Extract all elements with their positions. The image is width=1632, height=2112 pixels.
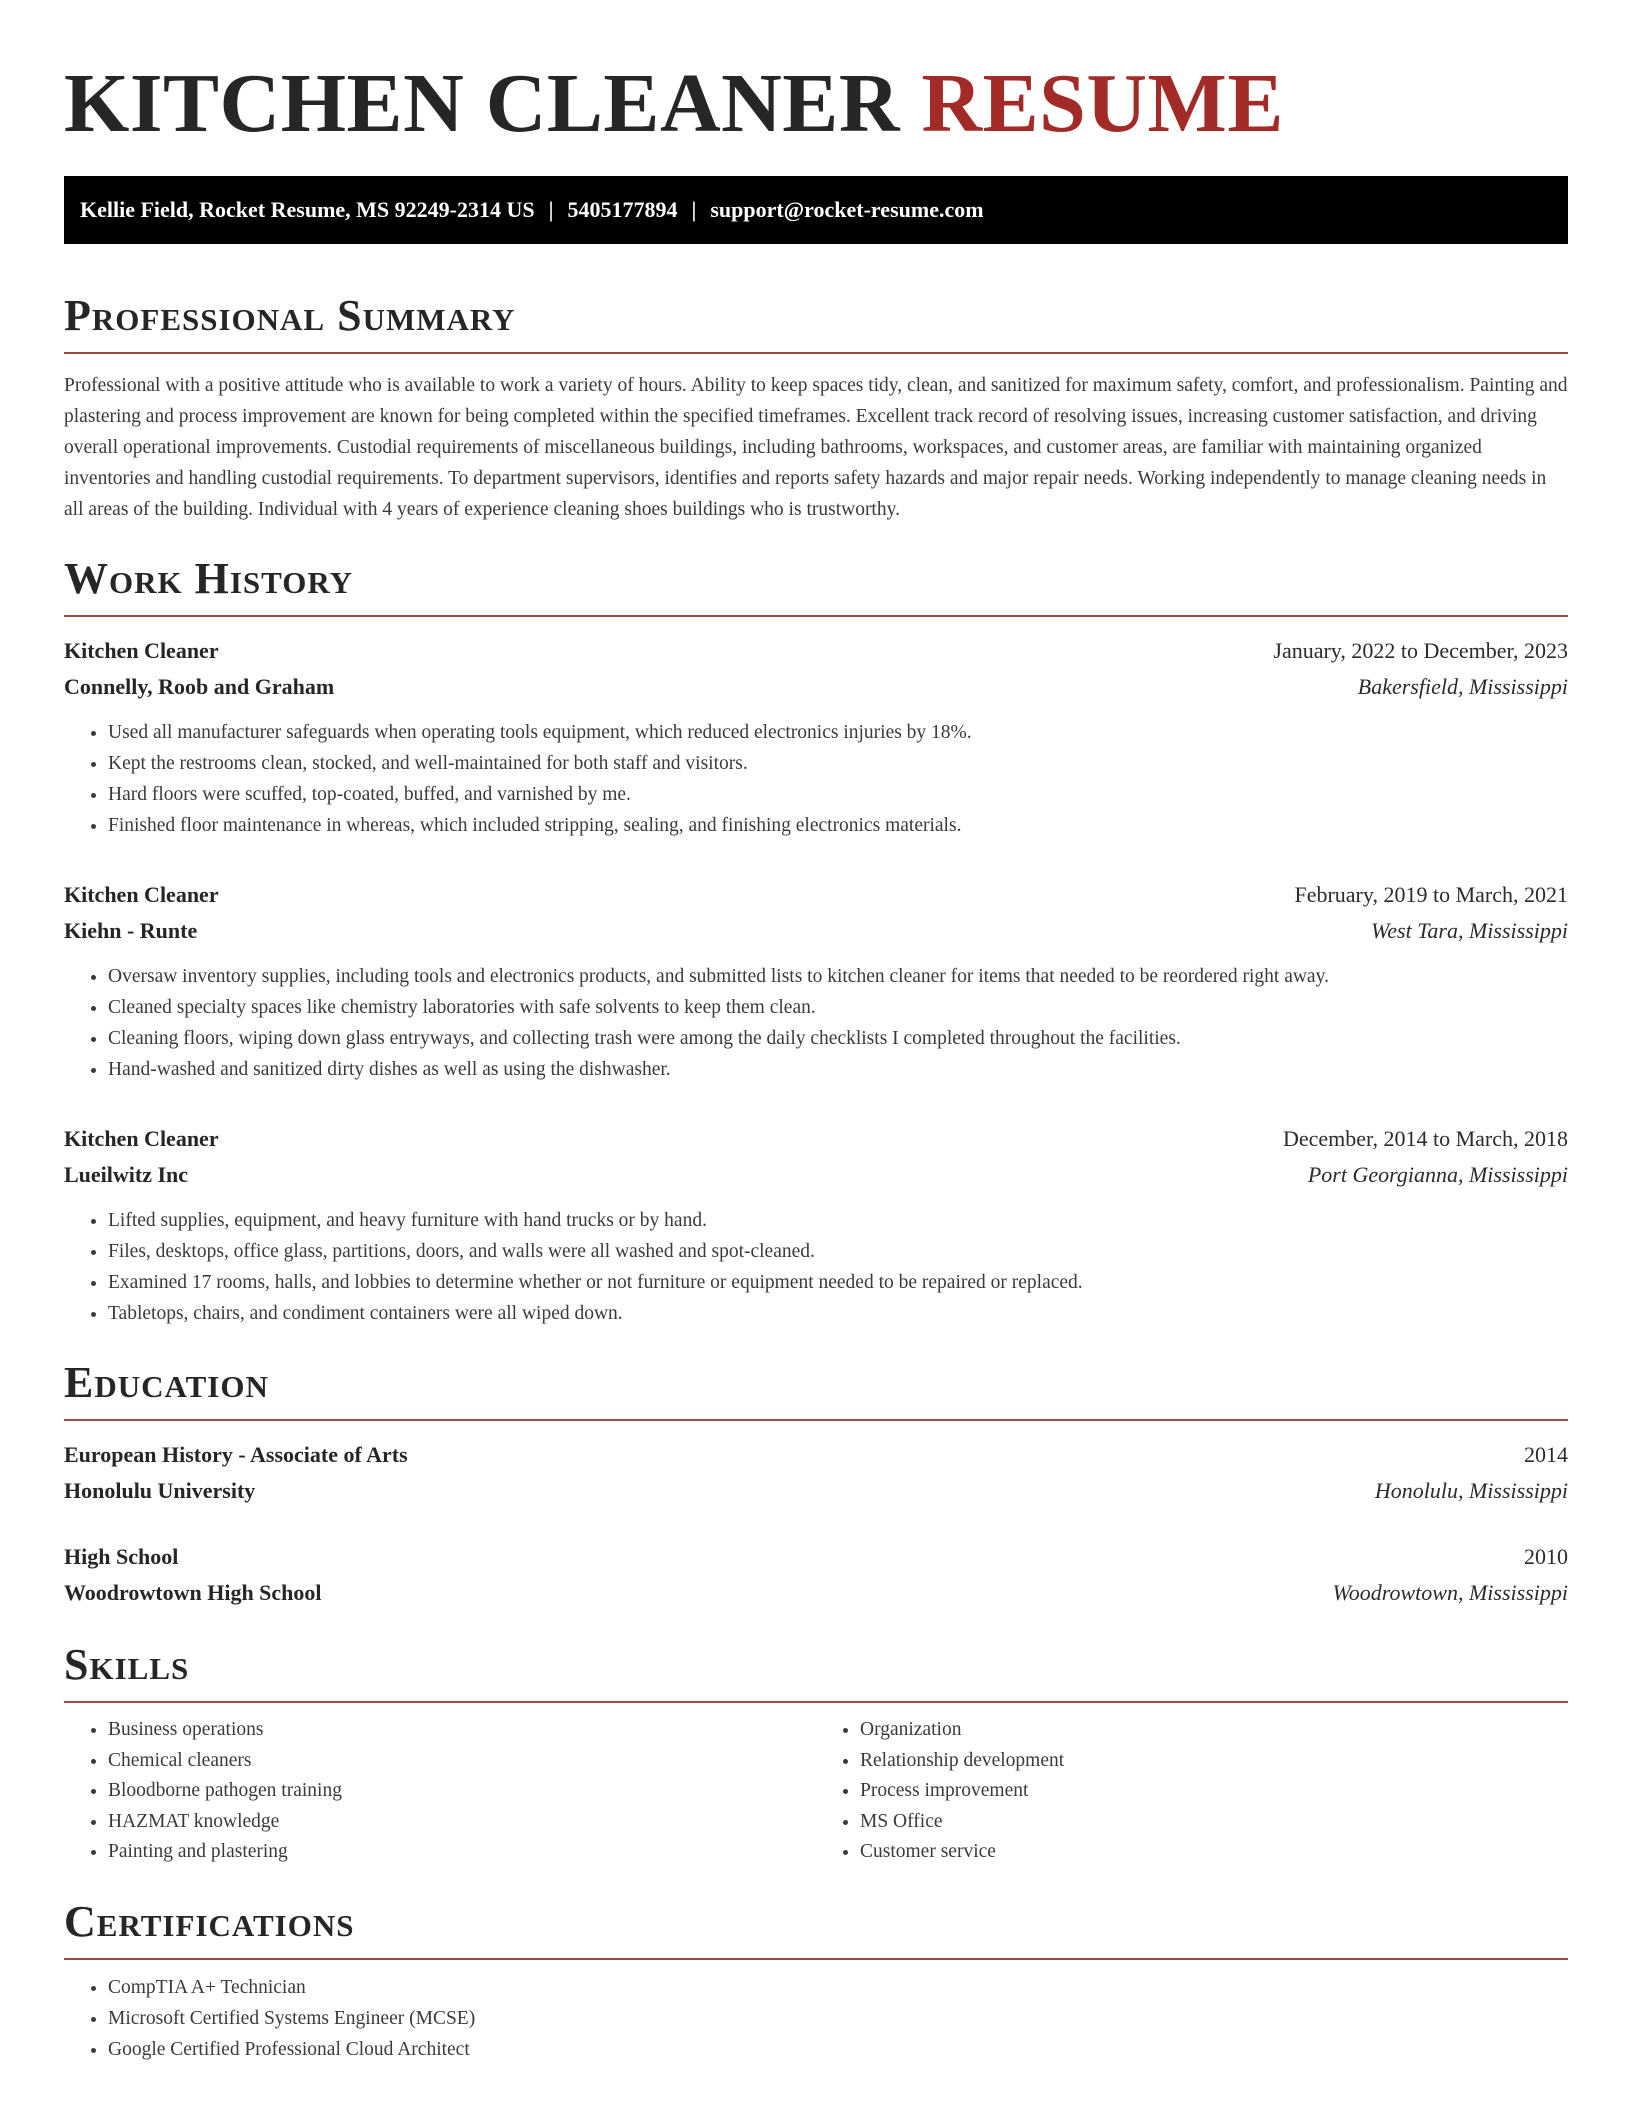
education-school: Woodrowtown High School xyxy=(64,1580,322,1605)
skills-section xyxy=(64,1637,1568,1868)
section-heading: Education xyxy=(64,1358,269,1407)
skills-grid xyxy=(64,1715,1568,1868)
contact-separator: | xyxy=(691,197,697,222)
job-entry xyxy=(64,633,1568,841)
education-year: 2014 xyxy=(1524,1442,1568,1467)
certifications-list xyxy=(64,1972,1568,2065)
section-heading: Skills xyxy=(64,1640,190,1689)
section-divider xyxy=(64,615,1568,617)
list-item: • Bloodborne pathogen training xyxy=(108,1776,816,1807)
list-item: • Files, desktops, office glass, partitions, doors, and walls were all washed and spot-cleaned. xyxy=(108,1236,1568,1267)
list-item: • Lifted supplies, equipment, and heavy furniture with hand trucks or by hand. xyxy=(108,1205,1568,1236)
list-item: • Hard floors were scuffed, top-coated, buffed, and varnished by me. xyxy=(108,779,1568,810)
education-degree: High School xyxy=(64,1544,179,1569)
list-item: • CompTIA A+ Technician xyxy=(108,1972,1568,2003)
work-history-section xyxy=(64,551,1568,1329)
summary-section xyxy=(64,288,1568,525)
section-divider xyxy=(64,1958,1568,1960)
job-dates: January, 2022 to December, 2023 xyxy=(1273,638,1568,663)
education-year: 2010 xyxy=(1524,1544,1568,1569)
section-heading: Certifications xyxy=(64,1896,355,1946)
list-item: • Examined 17 rooms, halls, and lobbies to determine whether or not furniture or equipment needed to be repaired or replaced. xyxy=(108,1267,1568,1298)
job-entry xyxy=(64,877,1568,1085)
skills-column-left xyxy=(64,1715,816,1868)
job-header-row xyxy=(64,1121,1568,1157)
education-school-row xyxy=(64,1473,1568,1509)
contact-bar xyxy=(64,176,1568,244)
resume-title xyxy=(64,0,1568,154)
title-accent: RESUME xyxy=(921,57,1284,150)
contact-email: support@rocket-resume.com xyxy=(710,197,984,222)
list-item: • Used all manufacturer safeguards when operating tools equipment, which reduced electronics injuries by 18%. xyxy=(108,717,1568,748)
contact-separator: | xyxy=(548,197,554,222)
skills-column-right xyxy=(816,1715,1568,1868)
education-header-row xyxy=(64,1539,1568,1575)
job-title: Kitchen Cleaner xyxy=(64,1126,219,1151)
job-bullets xyxy=(64,717,1568,841)
job-location: West Tara, Mississippi xyxy=(1370,918,1568,943)
job-company-row xyxy=(64,669,1568,705)
list-item: • Oversaw inventory supplies, including tools and electronics products, and submitted lists to kitchen cleaner for items that needed to be reordered right away. xyxy=(108,961,1568,992)
job-title: Kitchen Cleaner xyxy=(64,638,219,663)
summary-text: Professional with a positive attitude who is available to work a variety of hours. Ability to keep spaces tidy, clean, and sanitized for maximum safety, comfort, and professionalism. Painting and plastering and process improvement are known for being completed within the specified timeframes. Excellent track record of resolving issues, increasing customer satisfaction, and driving overall operational improvements. Custodial requirements of miscellaneous buildings, including bathrooms, workspaces, and customer areas, are familiar with maintaining organized inventories and handling custodial requirements. To department supervisors, identifies and reports safety hazards and major repair needs. Working independently to manage cleaning needs in all areas of the building. Individual with 4 years of experience cleaning shoes buildings who is trustworthy. xyxy=(64,375,1568,520)
list-item: • Hand-washed and sanitized dirty dishes as well as using the dishwasher. xyxy=(108,1054,1568,1085)
job-dates: February, 2019 to March, 2021 xyxy=(1294,882,1568,907)
section-divider xyxy=(64,1419,1568,1421)
list-item: • Business operations xyxy=(108,1715,816,1746)
education-location: Honolulu, Mississippi xyxy=(1374,1478,1568,1503)
list-item: • Microsoft Certified Systems Engineer (MCSE) xyxy=(108,2003,1568,2034)
list-item: • Chemical cleaners xyxy=(108,1746,816,1777)
list-item: • Google Certified Professional Cloud Architect xyxy=(108,2034,1568,2065)
job-bullets xyxy=(64,1205,1568,1329)
list-item: • Relationship development xyxy=(860,1746,1568,1777)
job-company: Connelly, Roob and Graham xyxy=(64,674,335,699)
job-title: Kitchen Cleaner xyxy=(64,882,219,907)
job-dates: December, 2014 to March, 2018 xyxy=(1282,1126,1568,1151)
section-divider xyxy=(64,352,1568,354)
job-company-row xyxy=(64,1157,1568,1193)
title-main: KITCHEN CLEANER xyxy=(64,57,900,150)
section-divider xyxy=(64,1701,1568,1703)
list-item: • Finished floor maintenance in whereas, which included stripping, sealing, and finishing electronics materials. xyxy=(108,810,1568,841)
certifications-section xyxy=(64,1894,1568,2065)
list-item: • Organization xyxy=(860,1715,1568,1746)
list-item: • MS Office xyxy=(860,1807,1568,1838)
education-location: Woodrowtown, Mississippi xyxy=(1332,1580,1568,1605)
list-item: • Customer service xyxy=(860,1837,1568,1868)
education-degree: European History - Associate of Arts xyxy=(64,1442,408,1467)
job-header-row xyxy=(64,633,1568,669)
contact-phone: 5405177894 xyxy=(567,197,678,222)
list-item: • Tabletops, chairs, and condiment containers were all wiped down. xyxy=(108,1298,1568,1329)
job-header-row xyxy=(64,877,1568,913)
list-item: • Process improvement xyxy=(860,1776,1568,1807)
job-company-row xyxy=(64,913,1568,949)
section-heading: Work History xyxy=(64,554,354,603)
job-location: Port Georgianna, Mississippi xyxy=(1307,1162,1568,1187)
education-header-row xyxy=(64,1437,1568,1473)
education-section xyxy=(64,1355,1568,1611)
education-entry xyxy=(64,1437,1568,1509)
contact-address: Kellie Field, Rocket Resume, MS 92249-2314 US xyxy=(80,197,535,222)
job-company: Lueilwitz Inc xyxy=(64,1162,189,1187)
education-school: Honolulu University xyxy=(64,1478,256,1503)
list-item: • Kept the restrooms clean, stocked, and well-maintained for both staff and visitors. xyxy=(108,748,1568,779)
job-entry xyxy=(64,1121,1568,1329)
list-item: • Painting and plastering xyxy=(108,1837,816,1868)
job-location: Bakersfield, Mississippi xyxy=(1357,674,1568,699)
list-item: • HAZMAT knowledge xyxy=(108,1807,816,1838)
education-entry xyxy=(64,1539,1568,1611)
list-item: • Cleaning floors, wiping down glass entryways, and collecting trash were among the daily checklists I completed throughout the facilities. xyxy=(108,1023,1568,1054)
job-bullets xyxy=(64,961,1568,1085)
job-company: Kiehn - Runte xyxy=(64,918,198,943)
education-school-row xyxy=(64,1575,1568,1611)
list-item: • Cleaned specialty spaces like chemistry laboratories with safe solvents to keep them clean. xyxy=(108,992,1568,1023)
section-heading: Professional Summary xyxy=(64,291,516,340)
